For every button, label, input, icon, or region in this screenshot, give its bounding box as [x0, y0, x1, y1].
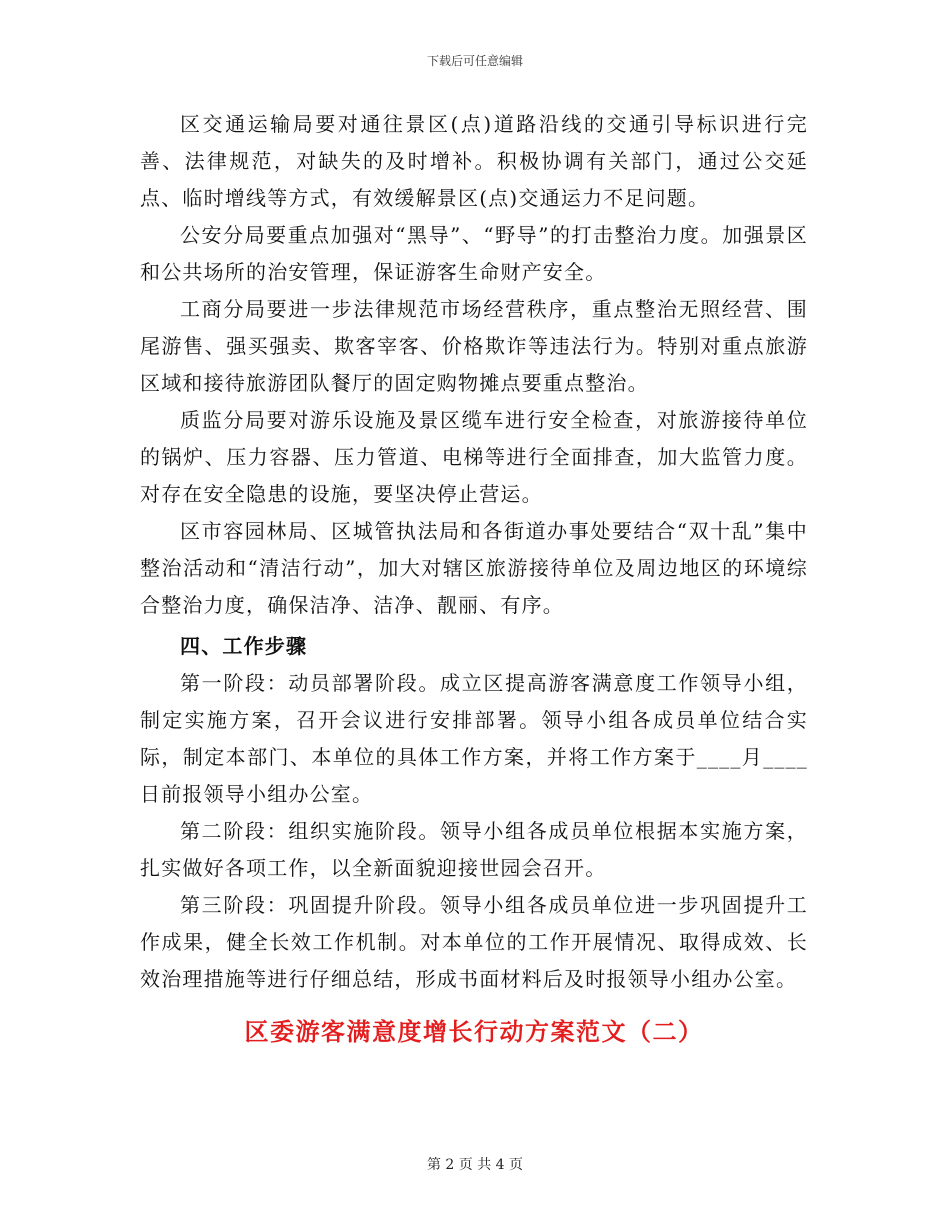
step-two-paragraph: 第二阶段：组织实施阶段。领导小组各成员单位根据本实施方案，扎实做好各项工作，以全新面貌迎接世园会召开。 — [140, 819, 808, 880]
step-one-paragraph: 第一阶段：动员部署阶段。成立区提高游客满意度工作领导小组，制定实施方案，召开会议进行安排部署。领导小组各成员单位结合实际，制定本部门、本单位的具体工作方案，并将工作方案于____月____日前报领导小组办公室。 — [140, 671, 808, 806]
next-document-title: 区委游客满意度增长行动方案范文（二） — [244, 1017, 704, 1046]
paragraph-city-appearance: 区市容园林局、区城管执法局和各街道办事处要结合“双十乱”集中整治活动和“清洁行动”，加大对辖区旅游接待单位及周边地区的环境综合整治力度，确保洁净、洁净、靓丽、有序。 — [140, 519, 808, 617]
paragraph-quality-supervision: 质监分局要对游乐设施及景区缆车进行安全检查，对旅游接待单位的锅炉、压力容器、压力管道、电梯等进行全面排查，加大监管力度。对存在安全隐患的设施，要坚决停止营运。 — [140, 408, 808, 506]
paragraph-industry-commerce: 工商分局要进一步法律规范市场经营秩序，重点整治无照经营、围尾游售、强买强卖、欺客宰客、价格欺诈等违法行为。特别对重点旅游区域和接待旅游团队餐厅的固定购物摊点要重点整治。 — [140, 297, 808, 395]
step-three-paragraph: 第三阶段：巩固提升阶段。领导小组各成员单位进一步巩固提升工作成果，健全长效工作机制。对本单位的工作开展情况、取得成效、长效治理措施等进行仔细总结，形成书面材料后及时报领导小组办公室。 — [140, 893, 808, 991]
paragraph-public-security: 公安分局要重点加强对“黑导”、“野导”的打击整治力度。加强景区和公共场所的治安管理，保证游客生命财产安全。 — [140, 223, 808, 284]
document-body — [140, 106, 808, 1052]
page-header: 下载后可任意编辑 — [426, 54, 523, 68]
paragraph-transport: 区交通运输局要对通往景区(点)道路沿线的交通引导标识进行完善、法律规范，对缺失的及时增补。积极协调有关部门，通过公交延点、临时增线等方式，有效缓解景区(点)交通运力不足问题。 — [140, 112, 808, 210]
page-footer: 第 2 页 共 4 页 — [426, 1157, 524, 1173]
section-heading-work-steps: 四、工作步骤 — [180, 634, 308, 658]
